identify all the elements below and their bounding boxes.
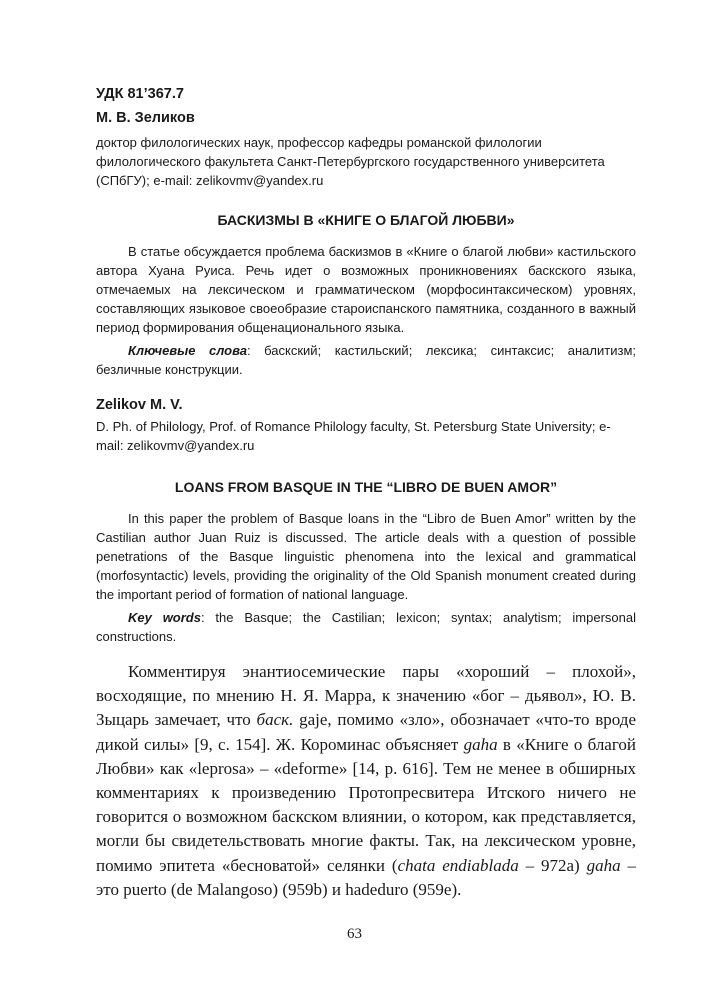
body-text-4: – 972a) xyxy=(518,855,587,875)
article-title-ru: БАСКИЗМЫ В «КНИГЕ О БЛАГОЙ ЛЮБВИ» xyxy=(217,212,515,228)
author-affiliation-ru: доктор филологических наук, профессор кафедры романской филологии филологического факультета Санкт-Петербургского государственного университета (СПбГУ); e-mail: zelikovmv@yandex.ru xyxy=(96,135,605,188)
article-title-en: LOANS FROM BASQUE IN THE “LIBRO DE BUEN AMOR” xyxy=(174,479,558,495)
body-text-5: – это puerto (de Malangoso) (959b) и hadeduro (959e). xyxy=(96,855,636,899)
body-text-2: gaje, помимо «зло», обозначает «что-то вроде дикой силы» [9, с. 154]. Ж. Короминас объясняет xyxy=(96,710,636,754)
keywords-list-en: : the Basque; the Castilian; lexicon; syntax; analytism; impersonal constructions. xyxy=(96,610,637,644)
keywords-ru xyxy=(96,341,636,379)
body-italic-3: chata endiablada xyxy=(397,855,519,875)
abstract-en: In this paper the problem of Basque loans in the “Libro de Buen Amor” written by the Castilian author Juan Ruiz is discussed. The article deals with a question of possible penetrations of the Basque linguistic phenomena into the lexical and grammatical (morfosyntactic) levels, providing the originality of the Old Spanish monument created during the important period of formation of national language. xyxy=(96,511,636,602)
author-affiliation-en: D. Ph. of Philology, Prof. of Romance Philology faculty, St. Petersburg State University; e-mail: zelikovmv@yandex.ru xyxy=(96,419,611,453)
keywords-list-ru: : баскский; кастильский; лексика; синтаксис; аналитизм; безличные конструкции. xyxy=(96,343,636,377)
body-text-1: Комментируя энантиосемические пары «хороший – плохой», восходящие, по мнению Н. Я. Марра, к значению «бог – дьявол», Ю. В. Зыцарь замечает, что xyxy=(96,662,636,730)
body-italic-4: gaha xyxy=(586,855,621,875)
body-text-3: в «Книге о благой Любви» как «leprosa» – «deforme» [14, p. 616]. Тем не менее в обширных комментариях к произведению Протопресвитера Итского ничего не говорится о возможном баскском влиянии, о котором, как представляется, могли бы свидетельствовать многие факты. Так, на лексическом уровне, помимо эпитета «бесноватой» селянки ( xyxy=(96,734,637,875)
abstract-ru: В статье обсуждается проблема баскизмов в «Книге о благой любви» кастильского автора Хуана Руиса. Речь идет о возможных проникновениях баскского языка, отмечаемых на лексическом и грамматическом (морфосинтаксическом) уровнях, составляющих языковое своеобразие староиспанского памятника, созданного в важный период формирования общенационального языка. xyxy=(96,244,636,335)
article-page xyxy=(96,86,636,902)
body-italic-2: gaha xyxy=(463,734,498,754)
page-number: 63 xyxy=(347,926,362,942)
keywords-en xyxy=(96,608,636,646)
udk-code: УДК 81’367.7 xyxy=(96,86,184,102)
keywords-label-ru: Ключевые слова xyxy=(128,343,248,358)
author-name-en: Zelikov M. V. xyxy=(96,397,183,413)
author-name-ru: М. В. Зеликов xyxy=(96,110,195,126)
keywords-label-en: Key words xyxy=(128,610,201,625)
body-italic-1: баск. xyxy=(256,710,294,730)
body-paragraph xyxy=(96,660,636,902)
